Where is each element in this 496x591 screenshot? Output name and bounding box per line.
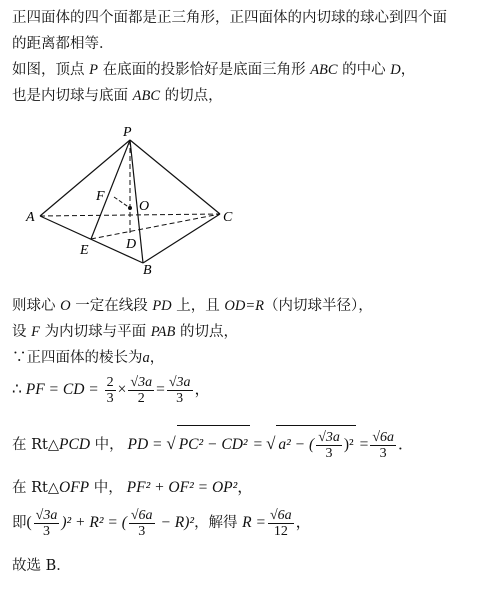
fraction-sqrt3a-2 — [128, 375, 154, 406]
sol5-a: 在 Rt△ — [12, 437, 60, 453]
frac-den: 12 — [273, 523, 288, 539]
label-o: O — [139, 199, 150, 214]
sol7-b: ，解得 — [194, 515, 243, 531]
solution-line-6 — [12, 478, 253, 498]
solution-line-2 — [12, 322, 238, 342]
solution-line-7 — [12, 505, 311, 541]
sol6-b: 中， — [89, 480, 123, 496]
var-p: P — [89, 62, 98, 78]
period: ． — [398, 436, 414, 453]
frac-num: √6a — [372, 429, 394, 445]
eq-pd: PD = — [127, 436, 163, 453]
label-p: P — [123, 125, 132, 140]
intro-text-1: 正四面体的四个面都是正三角形，正四面体的内切球的球心到四个面 — [12, 10, 447, 26]
eq-od-r: OD=R — [224, 298, 264, 314]
var-pcd: PCD — [59, 436, 91, 453]
solution-line-5 — [12, 425, 414, 464]
label-f: F — [96, 189, 105, 204]
fraction-sqrt3a-3 — [34, 508, 60, 539]
var-pd: PD — [152, 298, 172, 314]
sol5-b: 中， — [90, 437, 124, 453]
var-d: D — [390, 62, 401, 78]
radicand-pc-cd: PC² − CD² — [177, 425, 250, 464]
radicand-part-a: a² − ( — [278, 436, 315, 453]
sol6-a: 在 Rt△ — [12, 480, 60, 496]
intro-text-3b: 在底面的投影恰好是底面三角形 — [97, 62, 311, 78]
frac-den: 3 — [106, 390, 114, 406]
var-o: O — [60, 298, 71, 314]
intro-text-4a: 也是内切球与底面 — [12, 88, 133, 104]
comma: ， — [194, 381, 211, 398]
frac-num: 2 — [106, 374, 114, 390]
sol2-b: 为内切球与平面 — [39, 324, 151, 340]
eq-minus-r: − R)² — [156, 514, 195, 531]
sol2-a: 设 — [12, 324, 32, 340]
sol1-b: 一定在线段 — [70, 298, 153, 314]
label-c: C — [223, 210, 233, 225]
frac-num: √3a — [168, 374, 191, 390]
radicand-a-expr — [276, 425, 355, 464]
frac-num: √3a — [130, 374, 153, 390]
intro-line-3 — [12, 60, 415, 80]
answer-text: 故选 B． — [12, 558, 71, 574]
segment-fo-dashed — [114, 197, 130, 208]
fraction-2-3 — [105, 375, 116, 406]
var-a: a — [142, 350, 150, 366]
intro-line-2 — [12, 34, 114, 54]
fraction-sqrt3a-3 — [316, 430, 342, 461]
equals-sign: = — [359, 436, 369, 453]
sol3-b: ， — [149, 350, 165, 366]
var-abc-2: ABC — [132, 88, 160, 104]
label-d: D — [126, 237, 137, 252]
frac-den: 3 — [379, 445, 387, 461]
sol2-c: 的切点， — [175, 324, 238, 340]
solution-line-8 — [12, 556, 71, 576]
comma: ， — [237, 479, 253, 496]
sqrt-symbol: √ — [166, 434, 176, 453]
eq-pythagoras: PF² + OF² = OP² — [126, 479, 238, 496]
fraction-sqrt6a-3 — [370, 430, 396, 461]
intro-text-3a: 如图，顶点 — [12, 62, 90, 78]
label-b: B — [143, 263, 152, 274]
eq-pf-cd: PF = CD = — [25, 381, 99, 398]
var-pab: PAB — [150, 324, 176, 340]
center-point-o — [128, 206, 132, 210]
edge-pa — [40, 140, 130, 216]
times-symbol: × — [117, 381, 127, 398]
frac-num: √6a — [130, 507, 153, 523]
fraction-sqrt3a-3 — [167, 375, 193, 406]
equals-sign: = — [156, 381, 165, 398]
therefore-symbol: ∴ — [12, 381, 26, 398]
intro-text-4b: 的切点， — [160, 88, 223, 104]
frac-num: √3a — [35, 507, 58, 523]
sol1-a: 则球心 — [12, 298, 61, 314]
frac-num: √6a — [269, 507, 292, 523]
frac-den: 3 — [176, 390, 184, 406]
comma: ， — [295, 514, 312, 531]
intro-line-1 — [12, 8, 447, 28]
intro-line-4 — [12, 86, 223, 106]
fraction-sqrt6a-12 — [268, 508, 294, 539]
fraction-sqrt6a-3 — [129, 508, 155, 539]
equals-sign: = — [253, 436, 263, 453]
frac-num: √3a — [318, 429, 340, 445]
frac-den: 3 — [138, 523, 146, 539]
sol1-c: 上，且 — [171, 298, 225, 314]
frac-den: 2 — [137, 390, 145, 406]
solution-line-3 — [12, 348, 164, 368]
sol3-a: ∵正四面体的棱长为 — [12, 350, 143, 366]
var-f: F — [31, 324, 40, 340]
intro-text-3c: 的中心 — [337, 62, 391, 78]
intro-text-2: 的距离都相等． — [12, 36, 114, 52]
label-e: E — [80, 243, 89, 258]
sol1-d: （内切球半径）， — [263, 298, 373, 314]
label-a: A — [26, 210, 35, 225]
radicand-part-b: )² — [343, 436, 354, 453]
solution-line-4 — [12, 373, 210, 407]
sqrt-symbol: √ — [266, 434, 276, 453]
eq-r: R = — [242, 514, 266, 531]
var-ofp: OFP — [59, 479, 90, 496]
tetrahedron-figure — [22, 124, 252, 274]
eq-middle: )² + R² = ( — [61, 514, 127, 531]
paren-open: ( — [26, 514, 32, 531]
solution-line-1 — [12, 296, 373, 316]
frac-den: 3 — [43, 523, 51, 539]
frac-den: 3 — [325, 445, 333, 461]
sol7-a: 即 — [12, 515, 27, 531]
intro-text-3e: ， — [400, 62, 416, 78]
var-abc: ABC — [310, 62, 338, 78]
